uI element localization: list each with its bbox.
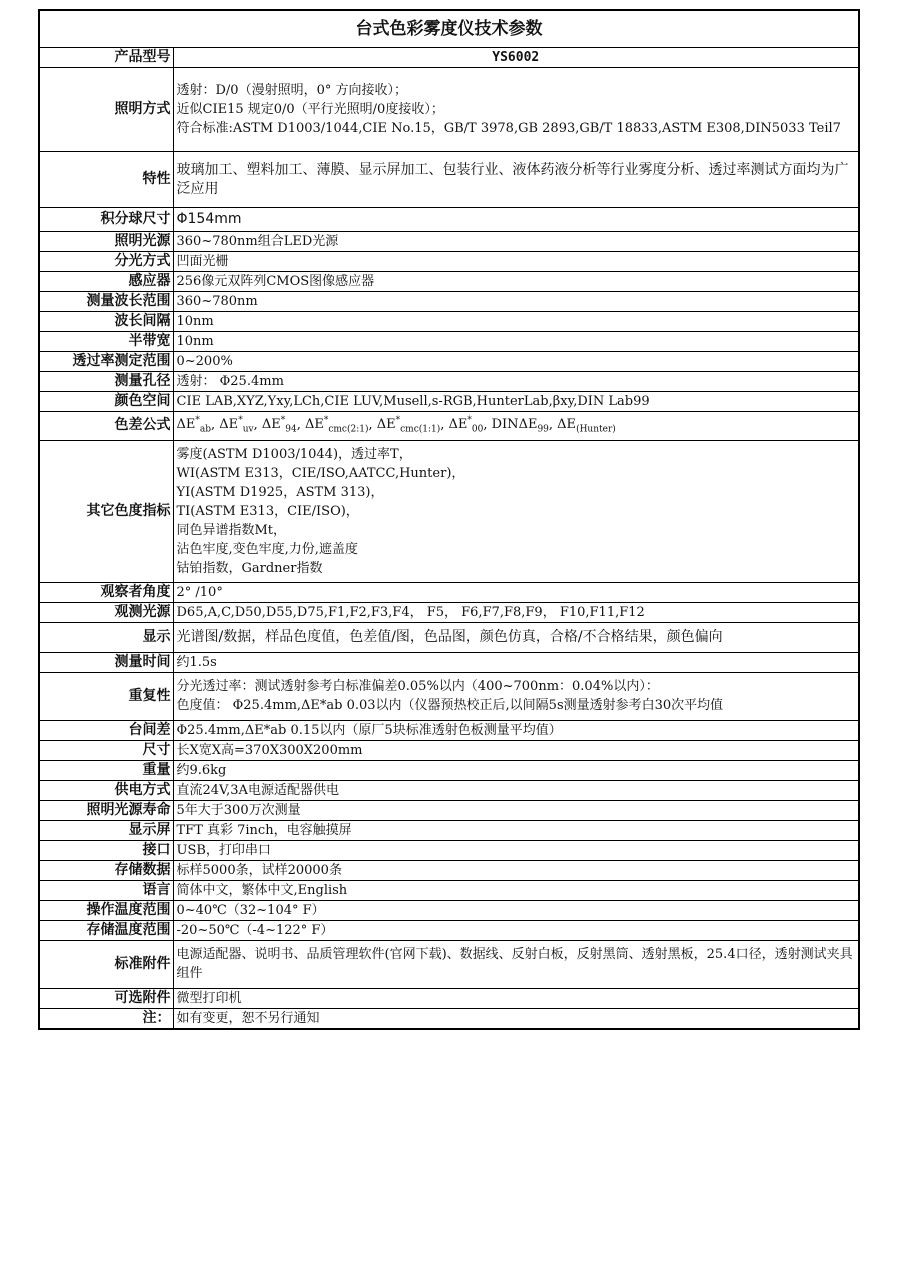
row-value: 0~200% <box>173 352 859 372</box>
row-label: 照明方式 <box>39 68 173 152</box>
row-value: TFT 真彩 7inch，电容触摸屏 <box>173 820 859 840</box>
row-label: 颜色空间 <box>39 392 173 412</box>
row-value: -20~50℃（-4~122° F） <box>173 920 859 940</box>
formula-hunter: $\Delta E_{(Hunter)}$ <box>557 417 616 435</box>
row-value: 长X宽X高=370X300X200mm <box>173 740 859 760</box>
row-label: 可选附件 <box>39 988 173 1008</box>
table-row <box>39 372 859 392</box>
row-value: USB，打印串口 <box>173 840 859 860</box>
table-row <box>39 208 859 232</box>
row-label: 观测光源 <box>39 602 173 622</box>
table-row <box>39 232 859 252</box>
table-row <box>39 740 859 760</box>
row-value: 约1.5s <box>173 652 859 672</box>
row-label: 感应器 <box>39 272 173 292</box>
table-row <box>39 68 859 152</box>
table-row <box>39 252 859 272</box>
table-row <box>39 412 859 441</box>
formula-uv: $\Delta E^*_{uv}$ <box>219 416 254 435</box>
table-row <box>39 332 859 352</box>
row-value: Φ25.4mm,ΔE*ab 0.15以内（原厂5块标准透射色板测量平均值） <box>173 720 859 740</box>
row-label: 波长间隔 <box>39 312 173 332</box>
color-difference-formulas: $\Delta E^*_{ab}$, $\Delta E^*_{uv}$, $\Delta E^*_{94}$, $\Delta E^*_{cmc(2:1)}$, $\Delta E^*_{cmc(1:1)}$, $\Delta E^*_{00}$, $DIN\Delta E_{99}$, $\Delta E_{(Hunter)}$ <box>173 412 859 441</box>
table-row <box>39 1008 859 1029</box>
row-value: 0~40℃（32~104° F） <box>173 900 859 920</box>
row-value: 360~780nm <box>173 292 859 312</box>
row-label: 照明光源寿命 <box>39 800 173 820</box>
row-label: 注： <box>39 1008 173 1029</box>
row-value: 微型打印机 <box>173 988 859 1008</box>
title-row <box>39 10 859 48</box>
row-value: 简体中文，繁体中文,English <box>173 880 859 900</box>
formula-94: $\Delta E^*_{94}$ <box>261 416 297 435</box>
row-value: 分光透过率：测试透射参考白标准偏差0.05%以内（400~700nm：0.04%以内）： 色度值： Φ25.4mm,ΔE*ab 0.03以内（仪器预热校正后,以间隔5s测量透射参考白30次平均值 <box>173 672 859 720</box>
model-value: YS6002 <box>173 48 859 68</box>
row-value: 如有变更，恕不另行通知 <box>173 1008 859 1029</box>
row-label: 观察者角度 <box>39 582 173 602</box>
row-label: 其它色度指标 <box>39 440 173 582</box>
row-label: 分光方式 <box>39 252 173 272</box>
row-label: 标准附件 <box>39 940 173 988</box>
row-label: 积分球尺寸 <box>39 208 173 232</box>
row-label: 尺寸 <box>39 740 173 760</box>
row-value: 透射：D/0（漫射照明，0° 方向接收）； 近似CIE15 规定0/0（平行光照明/0度接收）； 符合标准:ASTM D1003/1044,CIE No.15，GB/T 3978,GB 2893,GB/T 18833,ASTM E308,DIN5033 Teil7 <box>173 68 859 152</box>
table-row <box>39 48 859 68</box>
table-row <box>39 988 859 1008</box>
row-label: 透过率测定范围 <box>39 352 173 372</box>
table-row <box>39 780 859 800</box>
row-label: 显示 <box>39 622 173 652</box>
table-row <box>39 840 859 860</box>
row-value: CIE LAB,XYZ,Yxy,LCh,CIE LUV,Musell,s-RGB,HunterLab,βxy,DIN Lab99 <box>173 392 859 412</box>
spec-table <box>38 9 860 1030</box>
row-label: 色差公式 <box>39 412 173 441</box>
row-value: 360~780nm组合LED光源 <box>173 232 859 252</box>
row-label: 显示屏 <box>39 820 173 840</box>
table-row <box>39 622 859 652</box>
table-row <box>39 652 859 672</box>
table-row <box>39 312 859 332</box>
table-row <box>39 392 859 412</box>
row-value: 凹面光栅 <box>173 252 859 272</box>
row-label: 存储温度范围 <box>39 920 173 940</box>
formula-din99: $DIN\Delta E_{99}$ <box>491 417 549 435</box>
formula-cmc21: $\Delta E^*_{cmc(2:1)}$ <box>304 416 369 435</box>
row-label: 测量波长范围 <box>39 292 173 312</box>
row-value: 直流24V,3A电源适配器供电 <box>173 780 859 800</box>
table-row <box>39 292 859 312</box>
table-row <box>39 820 859 840</box>
row-label: 特性 <box>39 152 173 208</box>
row-value: 约9.6kg <box>173 760 859 780</box>
table-row <box>39 352 859 372</box>
row-value: 10nm <box>173 332 859 352</box>
row-label: 重复性 <box>39 672 173 720</box>
row-label: 产品型号 <box>39 48 173 68</box>
formula-00: $\Delta E^*_{00}$ <box>448 416 484 435</box>
row-label: 供电方式 <box>39 780 173 800</box>
table-row <box>39 152 859 208</box>
table-row <box>39 900 859 920</box>
table-row <box>39 860 859 880</box>
row-value: 5年大于300万次测量 <box>173 800 859 820</box>
row-value: D65,A,C,D50,D55,D75,F1,F2,F3,F4， F5， F6,F7,F8,F9， F10,F11,F12 <box>173 602 859 622</box>
row-value: 电源适配器、说明书、品质管理软件(官网下载)、数据线、反射白板，反射黑筒、透射黑板，25.4口径，透射测试夹具组件 <box>173 940 859 988</box>
table-row <box>39 672 859 720</box>
row-label: 语言 <box>39 880 173 900</box>
table-row <box>39 760 859 780</box>
row-value: 光谱图/数据，样品色度值，色差值/图，色品图，颜色仿真，合格/不合格结果，颜色偏向 <box>173 622 859 652</box>
page-title: 台式色彩雾度仪技术参数 <box>39 10 859 48</box>
table-row <box>39 940 859 988</box>
row-value: 10nm <box>173 312 859 332</box>
row-label: 测量孔径 <box>39 372 173 392</box>
table-row <box>39 720 859 740</box>
table-row <box>39 880 859 900</box>
row-label: 重量 <box>39 760 173 780</box>
table-row <box>39 800 859 820</box>
table-row <box>39 272 859 292</box>
formula-cmc11: $\Delta E^*_{cmc(1:1)}$ <box>376 416 441 435</box>
row-label: 测量时间 <box>39 652 173 672</box>
row-value: 透射： Φ25.4mm <box>173 372 859 392</box>
row-value: Φ154mm <box>173 208 859 232</box>
row-value: 2° /10° <box>173 582 859 602</box>
row-value: 标样5000条，试样20000条 <box>173 860 859 880</box>
row-value: 雾度(ASTM D1003/1044)，透过率T， WI(ASTM E313，CIE/ISO,AATCC,Hunter)， YI(ASTM D1925，ASTM 313)， TI(ASTM E313，CIE/ISO)， 同色异谱指数Mt， 沾色牢度,变色牢度,力份,遮盖度 钴铂指数，Gardner指数 <box>173 440 859 582</box>
row-label: 照明光源 <box>39 232 173 252</box>
row-label: 台间差 <box>39 720 173 740</box>
table-row <box>39 602 859 622</box>
row-value: 玻璃加工、塑料加工、薄膜、显示屏加工、包装行业、液体药液分析等行业雾度分析、透过率测试方面均为广泛应用 <box>173 152 859 208</box>
row-label: 接口 <box>39 840 173 860</box>
table-row <box>39 920 859 940</box>
row-label: 半带宽 <box>39 332 173 352</box>
row-label: 操作温度范围 <box>39 900 173 920</box>
table-row <box>39 440 859 582</box>
row-label: 存储数据 <box>39 860 173 880</box>
row-value: 256像元双阵列CMOS图像感应器 <box>173 272 859 292</box>
table-row <box>39 582 859 602</box>
formula-ab: $\Delta E^*_{ab}$ <box>176 416 212 435</box>
